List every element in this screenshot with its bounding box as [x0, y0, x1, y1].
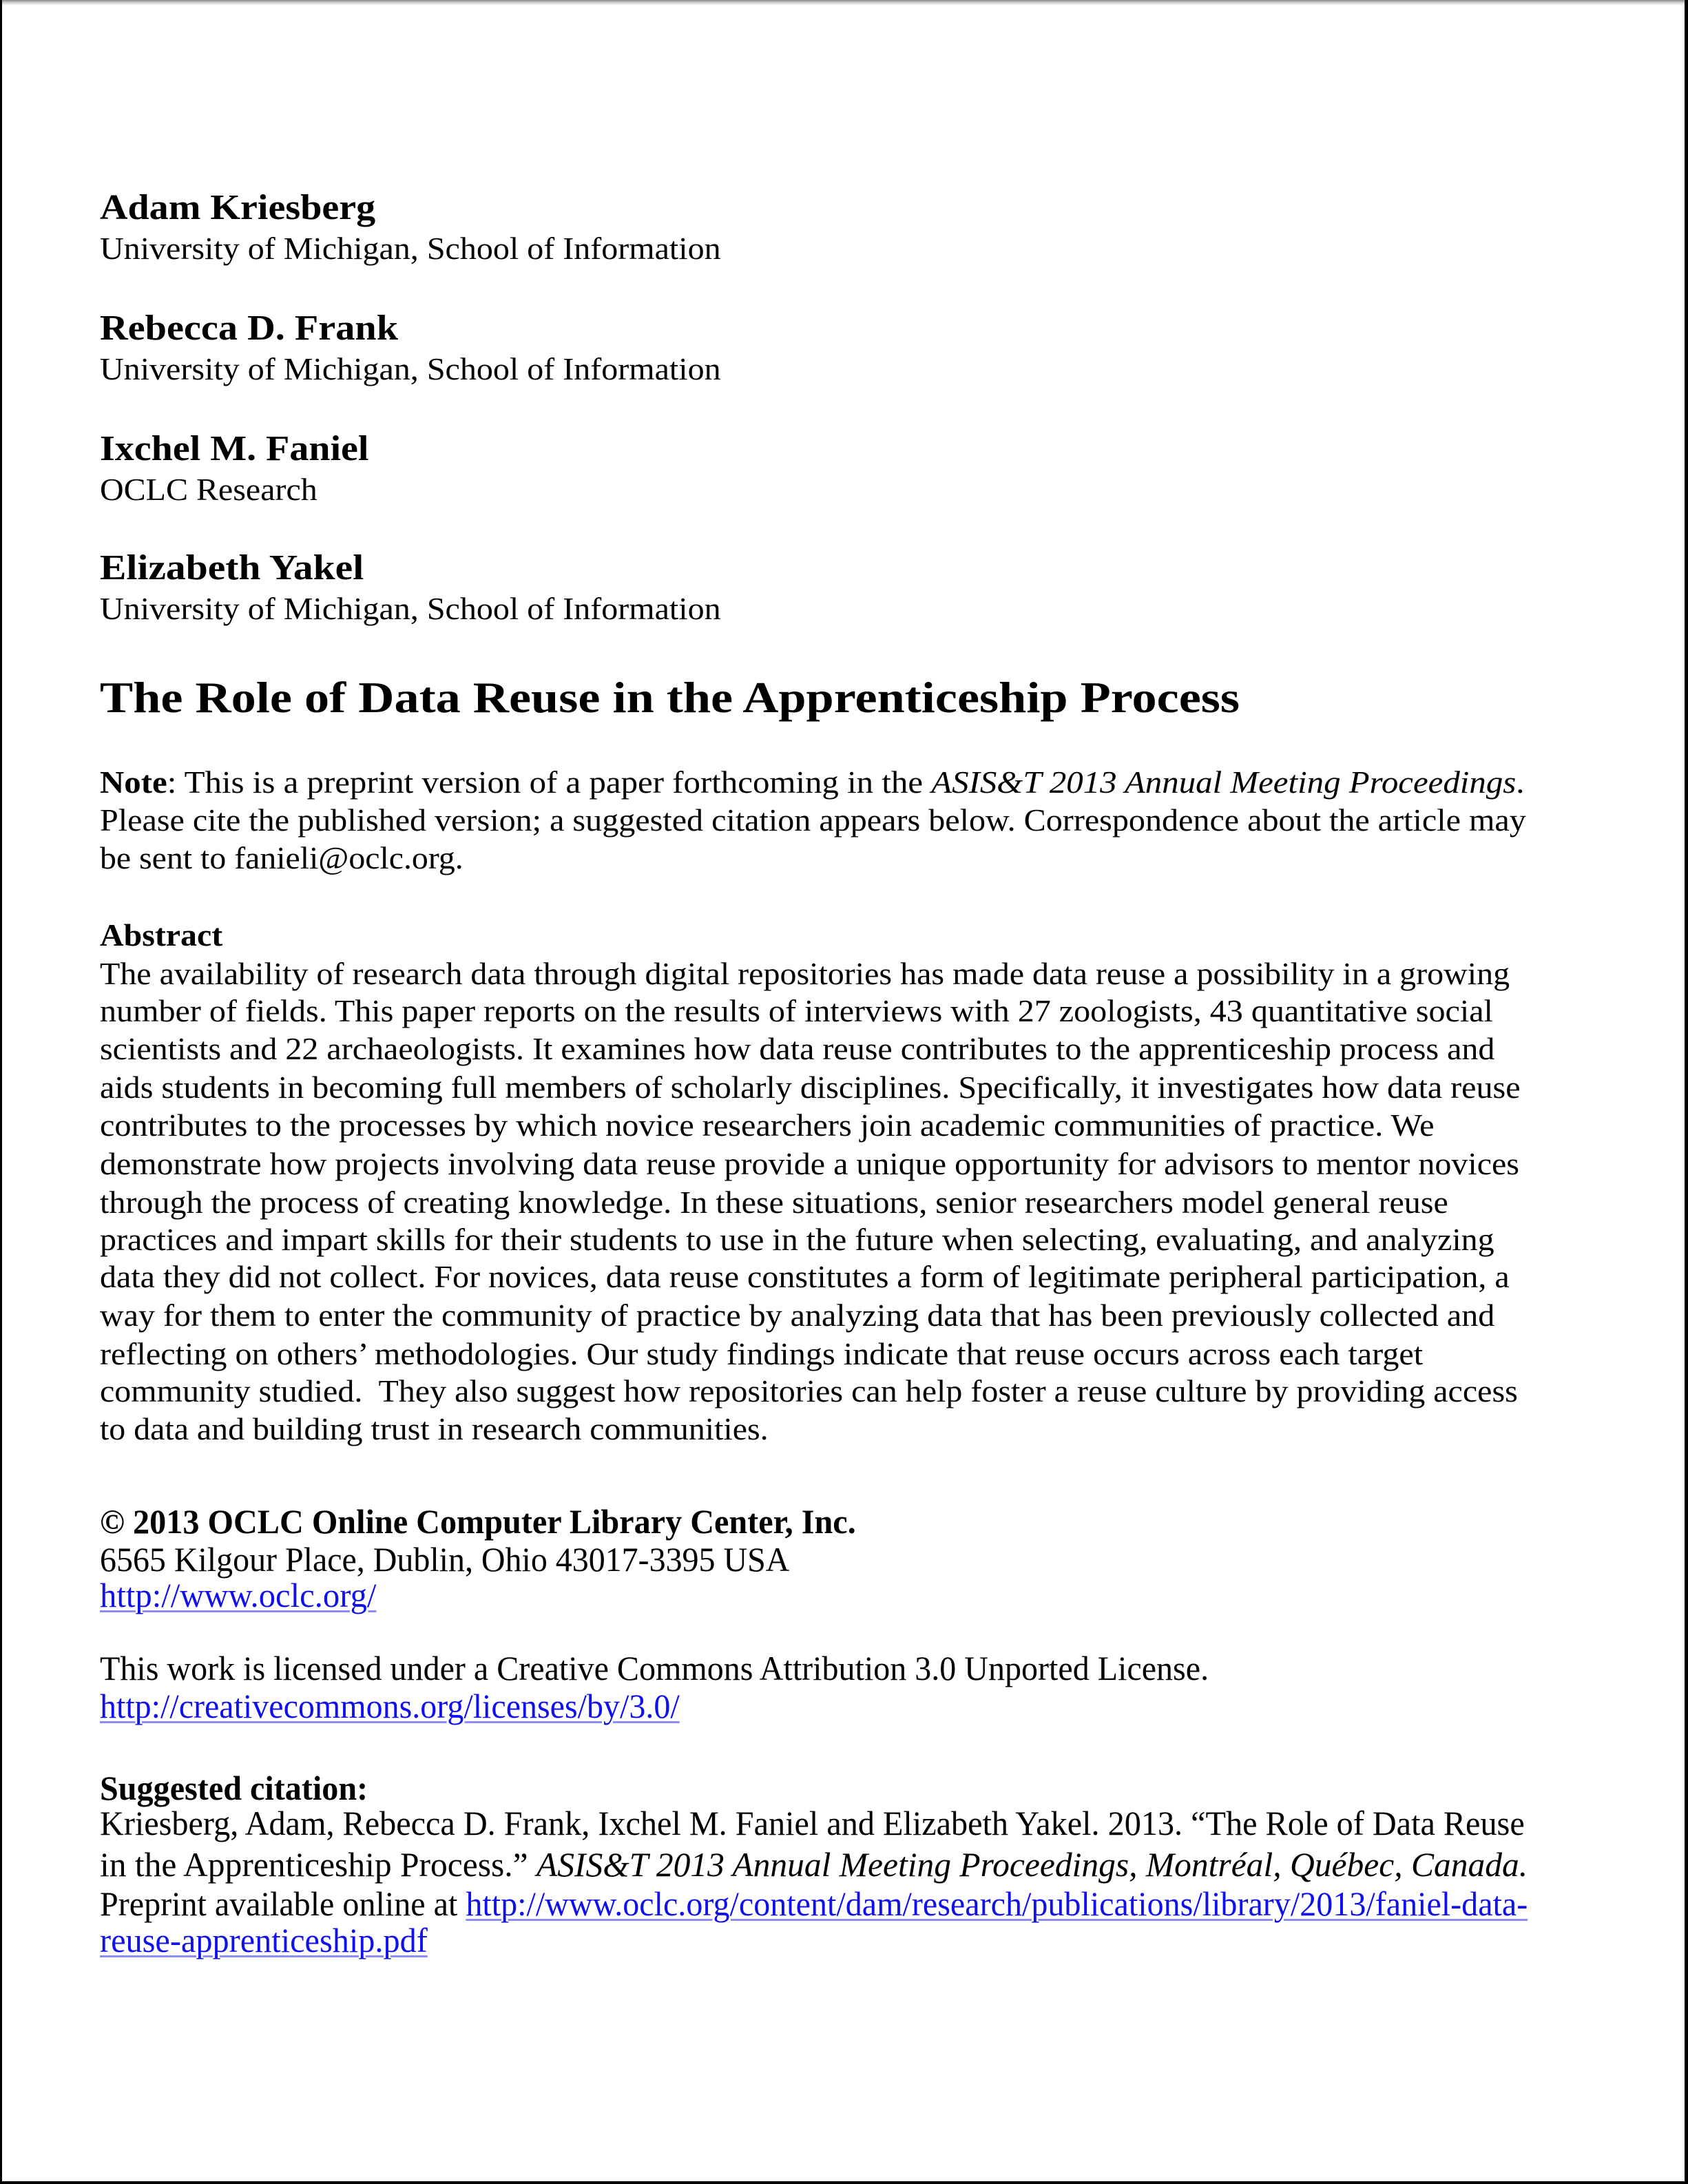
author-affiliation: University of Michigan, School of Information [100, 351, 721, 386]
oclc-website-link[interactable]: http://www.oclc.org/ [100, 1576, 377, 1614]
license-link[interactable]: http://creativecommons.org/licenses/by/3.0/ [100, 1687, 680, 1725]
citation-line [100, 1884, 1528, 1924]
citation-text: in the Apprenticeship Process.” [100, 1845, 537, 1884]
author-name: Adam Kriesberg [100, 188, 376, 227]
abstract-line: data they did not collect. For novices, data reuse constitutes a form of legitimate peripheral participation, a [100, 1259, 1510, 1294]
page-border-right [1685, 0, 1688, 2184]
author-name: Ixchel M. Faniel [100, 429, 369, 468]
citation-line [100, 1844, 1528, 1884]
author-affiliation: OCLC Research [100, 472, 317, 507]
note-proceedings-title: ASIS&T 2013 Annual Meeting Proceedings [931, 765, 1517, 800]
page-border-left [0, 0, 2, 2184]
author-name: Elizabeth Yakel [100, 548, 364, 587]
abstract-line: practices and impart skills for their students to use in the future when selecting, evaluating, and analyzing [100, 1222, 1494, 1257]
note-line [100, 763, 1525, 802]
abstract-line: aids students in becoming full members of scholarly disciplines. Specifically, it investigates how data reuse [100, 1070, 1521, 1105]
abstract-line: scientists and 22 archaeologists. It examines how data reuse contributes to the apprenticeship process and [100, 1031, 1495, 1066]
abstract-line: reflecting on others’ methodologies. Our study findings indicate that reuse occurs across each target [100, 1336, 1424, 1371]
note-label: Note [100, 765, 167, 800]
abstract-line: through the process of creating knowledge. In these situations, senior researchers model general reuse [100, 1185, 1448, 1220]
abstract-line: demonstrate how projects involving data reuse provide a unique opportunity for advisors to mentor novices [100, 1146, 1519, 1181]
preprint-link-continued[interactable]: reuse-apprenticeship.pdf [100, 1921, 428, 1959]
preprint-link[interactable]: http://www.oclc.org/content/dam/research/publications/library/2013/faniel-data- [466, 1884, 1528, 1923]
note-text: . [1516, 765, 1525, 800]
abstract-line: contributes to the processes by which novice researchers join academic communities of practice. We [100, 1107, 1435, 1143]
citation-text: Preprint available online at [100, 1884, 466, 1923]
window-top-edge [0, 0, 1688, 6]
author-affiliation: University of Michigan, School of Information [100, 231, 721, 266]
abstract-line: to data and building trust in research communities. [100, 1411, 769, 1446]
citation-heading: Suggested citation: [100, 1769, 368, 1807]
abstract-line: number of fields. This paper reports on the results of interviews with 27 zoologists, 43 quantitative social [100, 993, 1493, 1028]
abstract-line: community studied. They also suggest how repositories can help foster a reuse culture by providing access [100, 1373, 1518, 1408]
license-statement: This work is licensed under a Creative Commons Attribution 3.0 Unported License. [100, 1649, 1209, 1687]
postal-address: 6565 Kilgour Place, Dublin, Ohio 43017-3395 USA [100, 1540, 790, 1579]
author-affiliation: University of Michigan, School of Information [100, 591, 721, 626]
note-line: be sent to fanieli@oclc.org. [100, 840, 463, 875]
citation-line: Kriesberg, Adam, Rebecca D. Frank, Ixchel M. Faniel and Elizabeth Yakel. 2013. “The Role of Data Reuse [100, 1804, 1525, 1842]
page-border-bottom [0, 2181, 1688, 2184]
note-line: Please cite the published version; a suggested citation appears below. Correspondence about the article may [100, 802, 1526, 838]
abstract-heading: Abstract [100, 917, 223, 953]
abstract-line: The availability of research data through digital repositories has made data reuse a possibility in a growing [100, 956, 1510, 991]
copyright-line: © 2013 OCLC Online Computer Library Center, Inc. [100, 1502, 856, 1541]
oclc-website-link-line [100, 1575, 376, 1615]
citation-venue: ASIS&T 2013 Annual Meeting Proceedings, Montréal, Québec, Canada. [536, 1845, 1528, 1884]
note-text: : This is a preprint version of a paper forthcoming in the [167, 765, 932, 800]
paper-title: The Role of Data Reuse in the Apprenticeship Process [100, 673, 1240, 722]
citation-line [100, 1920, 428, 1960]
abstract-line: way for them to enter the community of practice by analyzing data that has been previously collected and [100, 1298, 1495, 1333]
author-name: Rebecca D. Frank [100, 309, 399, 348]
license-link-line [100, 1686, 680, 1726]
